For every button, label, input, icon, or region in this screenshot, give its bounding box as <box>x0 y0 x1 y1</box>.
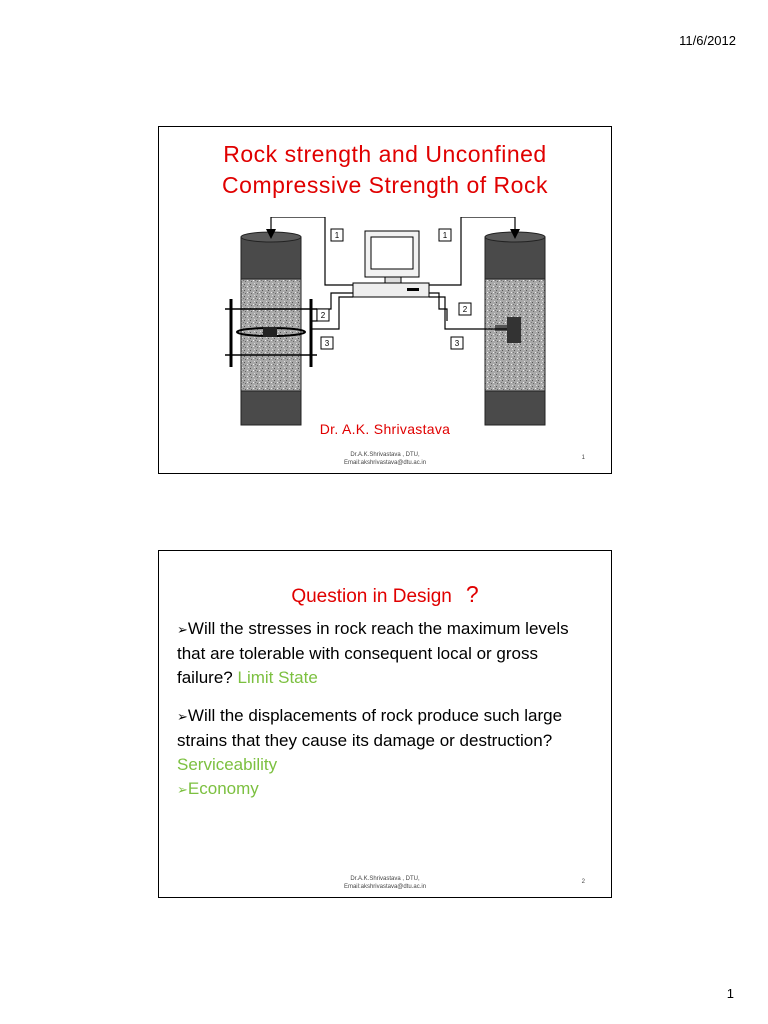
bullet-item <box>177 617 597 690</box>
page-date: 11/6/2012 <box>679 33 736 48</box>
page-number: 1 <box>726 986 734 1001</box>
slide-1-title <box>159 139 611 201</box>
label-1-left: 1 <box>334 231 340 240</box>
bullet-item <box>177 777 597 802</box>
arrow-bullet-icon: ➢ <box>177 782 188 797</box>
bullet-highlight: Economy <box>187 779 259 798</box>
slide-2-title <box>159 581 611 608</box>
footer-line-1: Dr.A.K.Shrivastava , DTU, <box>350 452 420 458</box>
bullet-item <box>177 704 597 777</box>
slide-2-footer <box>159 875 611 891</box>
slide-2-number: 2 <box>581 879 585 885</box>
footer-line-2: Email:akshrivastava@dtu.ac.in <box>343 884 427 890</box>
label-1-right: 1 <box>442 231 448 240</box>
slide-1-footer <box>159 451 611 467</box>
bullet-text: Will the stresses in rock reach the maximum levels that are tolerable with consequent local or gross failure? <box>177 619 569 687</box>
computer-icon <box>353 231 429 297</box>
title-line-1: Rock strength and Unconfined <box>223 141 547 167</box>
left-specimen <box>225 232 317 425</box>
bullet-text: Will the displacements of rock produce such large strains that they cause its damage or destruction? <box>177 706 563 750</box>
bullet-list <box>177 617 597 802</box>
slide-2-title-text: Question in Design <box>291 586 452 607</box>
slide-2 <box>158 550 612 898</box>
slide-1-author: Dr. A.K. Shrivastava <box>319 421 451 437</box>
footer-line-2: Email:akshrivastava@dtu.ac.in <box>343 460 427 466</box>
label-2-left: 2 <box>320 311 326 320</box>
arrow-bullet-icon: ➢ <box>177 622 188 637</box>
slide-1-number: 1 <box>581 455 585 461</box>
title-line-2: Compressive Strength of Rock <box>222 172 548 198</box>
question-mark: ? <box>465 581 479 607</box>
label-3-right: 3 <box>454 339 460 348</box>
label-3-left: 3 <box>324 339 330 348</box>
footer-line-1: Dr.A.K.Shrivastava , DTU, <box>350 876 420 882</box>
bullet-highlight: Limit State <box>237 668 318 687</box>
bullet-highlight: Serviceability <box>177 755 278 774</box>
arrow-bullet-icon: ➢ <box>177 709 188 724</box>
slide-1 <box>158 126 612 474</box>
label-2-right: 2 <box>462 305 468 314</box>
ucs-test-diagram <box>219 217 555 427</box>
